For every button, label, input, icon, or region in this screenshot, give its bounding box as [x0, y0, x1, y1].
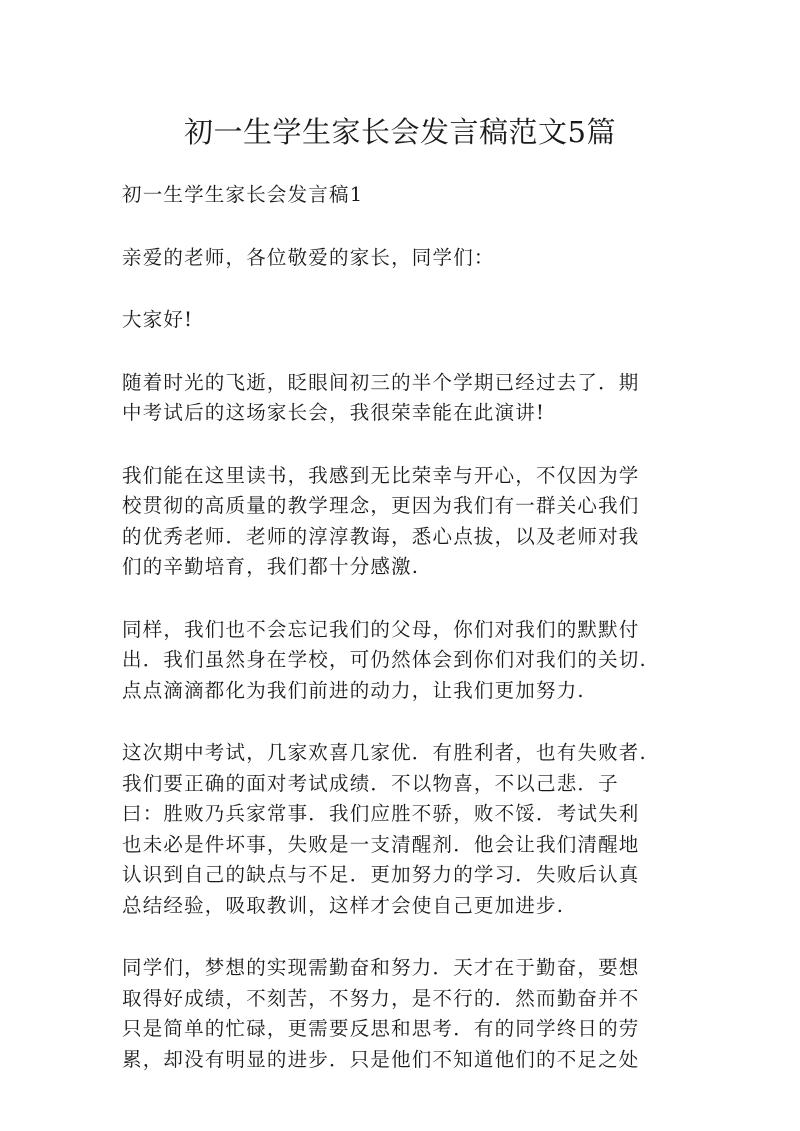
- body-paragraph: [122, 368, 667, 429]
- text-line: 随着时光的飞逝，眨眼间初三的半个学期已经过去了．期: [122, 370, 640, 394]
- text-line: 取得好成绩，不刻苦，不努力，是不行的．然而勤奋并不: [122, 986, 640, 1010]
- greeting-paragraph: [122, 305, 667, 336]
- text-line: 的优秀老师．老师的淳淳教诲，悉心点拔，以及老师对我: [122, 524, 640, 548]
- text-line: 这次期中考试，几家欢喜几家优．有胜利者，也有失败者.: [122, 741, 647, 764]
- text-line: 我们能在这里读书，我感到无比荣幸与开心，不仅因为学: [122, 463, 640, 487]
- section-heading: [122, 180, 667, 211]
- text-line: 曰：胜败乃兵家常事．我们应胜不骄，败不馁．考试失利: [122, 802, 640, 825]
- text-line: 校贯彻的高质量的教学理念，更因为我们有一群关心我们: [122, 494, 640, 517]
- text-line: 初一生学生家长会发言稿1: [122, 183, 364, 206]
- body-paragraph: [122, 461, 667, 583]
- body-paragraph: [122, 738, 667, 921]
- text-line: 总结经验，吸取教训，这样才会使自己更加进步.: [122, 893, 565, 917]
- text-line: 累，却没有明显的进步．只是他们不知道他们的不足之处: [122, 1047, 640, 1071]
- text-line: 中考试后的这场家长会，我很荣幸能在此演讲!: [122, 401, 546, 424]
- document-body: [122, 180, 667, 1107]
- text-line: 亲爱的老师，各位敬爱的家长，同学们：: [122, 245, 495, 269]
- body-paragraph: [122, 953, 667, 1075]
- text-line: 也未必是件坏事，失败是一支清醒剂．他会让我们清醒地: [122, 832, 640, 856]
- text-line: 认识到自己的缺点与不足．更加努力的学习．失败后认真: [122, 863, 640, 886]
- text-line: 只是简单的忙碌，更需要反思和思考．有的同学终日的劳: [122, 1017, 640, 1040]
- text-line: 点点滴滴都化为我们前进的动力，让我们更加努力.: [122, 678, 585, 702]
- document-title: 初一生学生家长会发言稿范文5篇: [184, 115, 616, 149]
- text-line: 大家好!: [122, 308, 194, 331]
- text-line: 我们要正确的面对考试成绩．不以物喜，不以己悲．子: [122, 771, 619, 795]
- text-line: 出．我们虽然身在学校，可仍然体会到你们对我们的关切.: [122, 648, 647, 671]
- salutation-paragraph: [122, 243, 667, 274]
- text-line: 同样，我们也不会忘记我们的父母，你们对我们的默默付: [122, 617, 640, 641]
- body-paragraph: [122, 615, 667, 707]
- text-line: 们的辛勤培育，我们都十分感激.: [122, 555, 420, 578]
- text-line: 同学们，梦想的实现需勤奋和努力．天才在于勤奋，要想: [122, 956, 640, 979]
